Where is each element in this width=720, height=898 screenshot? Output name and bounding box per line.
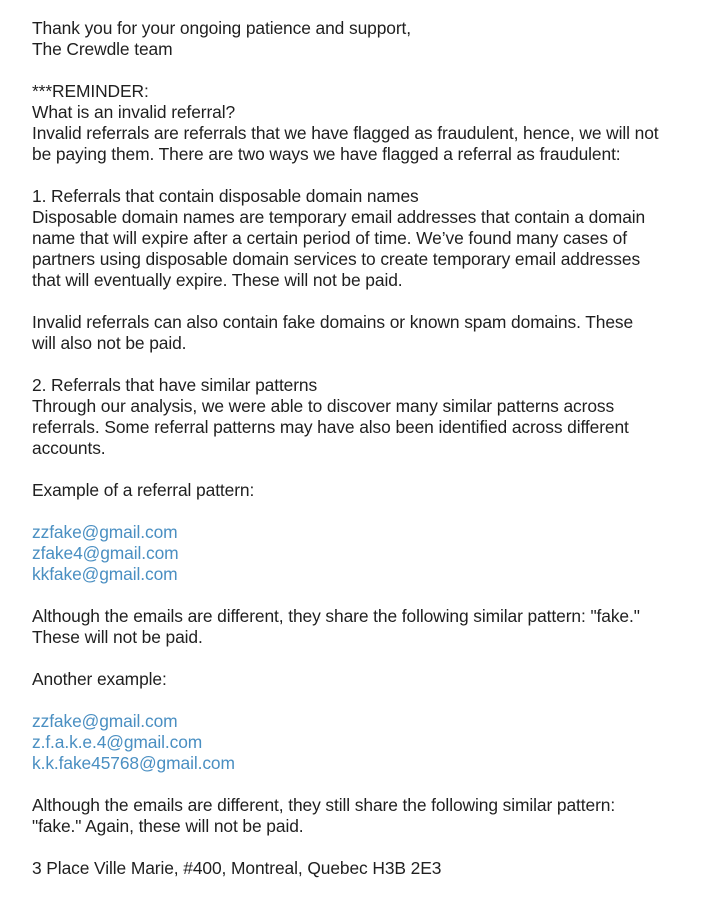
point1-line-1: Disposable domain names are temporary email addresses that contain a domain (32, 207, 646, 227)
reminder-heading: ***REMINDER: (32, 81, 149, 101)
signature: The Crewdle team (32, 39, 173, 59)
example1-email-link[interactable]: kkfake@gmail.com (32, 564, 178, 584)
example2-label: Another example: (32, 669, 167, 689)
spacer (32, 837, 692, 858)
point2-heading: 2. Referrals that have similar patterns (32, 375, 318, 395)
spacer (32, 774, 692, 795)
point1-extra-line-2: will also not be paid. (32, 333, 187, 353)
example1-label: Example of a referral pattern: (32, 480, 255, 500)
company-address: 3 Place Ville Marie, #400, Montreal, Quebec H3B 2E3 (32, 858, 442, 878)
example1-note-line-2: These will not be paid. (32, 627, 203, 647)
example2-note-line-2: "fake." Again, these will not be paid. (32, 816, 304, 836)
point1-line-3: partners using disposable domain services to create temporary email addresses (32, 249, 641, 269)
intro-line-2: be paying them. There are two ways we have flagged a referral as fraudulent: (32, 144, 621, 164)
intro-line-1: Invalid referrals are referrals that we have flagged as fraudulent, hence, we will not (32, 123, 659, 143)
point2-line-3: accounts. (32, 438, 106, 458)
point2-line-1: Through our analysis, we were able to discover many similar patterns across (32, 396, 615, 416)
example1-email-link[interactable]: zzfake@gmail.com (32, 522, 178, 542)
spacer (32, 60, 692, 81)
example2-email-link[interactable]: zzfake@gmail.com (32, 711, 178, 731)
reminder-question: What is an invalid referral? (32, 102, 236, 122)
example1-email-link[interactable]: zfake4@gmail.com (32, 543, 179, 563)
spacer (32, 648, 692, 669)
example2-email-link[interactable]: z.f.a.k.e.4@gmail.com (32, 732, 203, 752)
point1-heading: 1. Referrals that contain disposable domain names (32, 186, 419, 206)
spacer (32, 354, 692, 375)
spacer (32, 501, 692, 522)
point1-extra-line-1: Invalid referrals can also contain fake domains or known spam domains. These (32, 312, 634, 332)
example2-note-line-1: Although the emails are different, they still share the following similar pattern: (32, 795, 616, 815)
example2-email-link[interactable]: k.k.fake45768@gmail.com (32, 753, 235, 773)
spacer (32, 291, 692, 312)
spacer (32, 585, 692, 606)
spacer (32, 459, 692, 480)
spacer (32, 165, 692, 186)
closing-line: Thank you for your ongoing patience and support, (32, 18, 412, 38)
spacer (32, 690, 692, 711)
example1-note-line-1: Although the emails are different, they share the following similar pattern: "fake." (32, 606, 640, 626)
email-body (32, 18, 692, 879)
point1-line-4: that will eventually expire. These will not be paid. (32, 270, 403, 290)
point1-line-2: name that will expire after a certain period of time. We’ve found many cases of (32, 228, 627, 248)
point2-line-2: referrals. Some referral patterns may have also been identified across different (32, 417, 629, 437)
